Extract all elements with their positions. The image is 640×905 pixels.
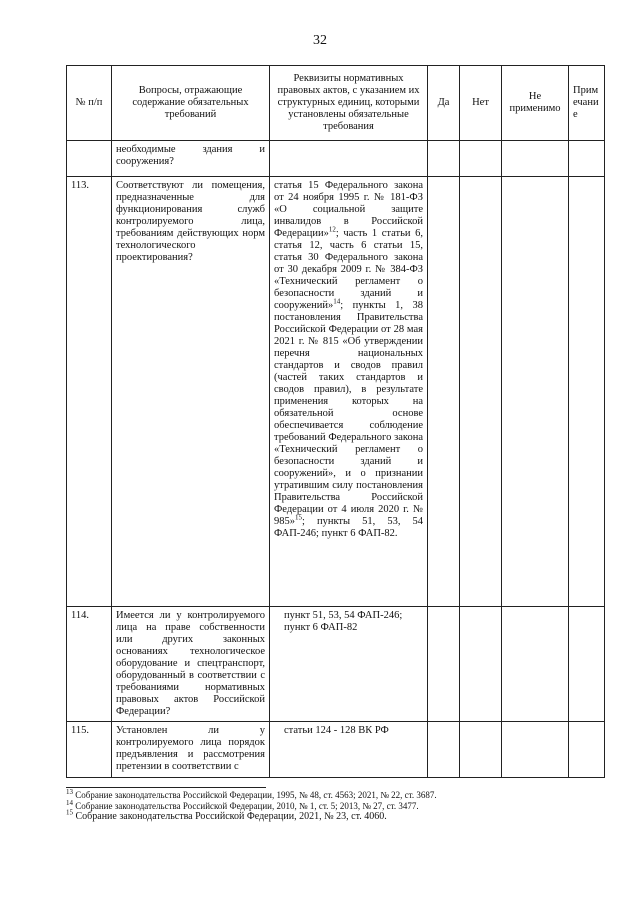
- row-na-cell[interactable]: [502, 177, 569, 607]
- table-header-row: [67, 66, 605, 141]
- row-requisites: пункт 51, 53, 54 ФАП-246; пункт 6 ФАП-82: [270, 607, 428, 722]
- row-yes-cell[interactable]: [428, 607, 460, 722]
- row-na-cell[interactable]: [502, 141, 569, 177]
- table-row: [67, 141, 605, 177]
- row-no-cell[interactable]: [460, 177, 502, 607]
- footnote-text: Собрание законодательства Российской Федерации, 2021, № 23, ст. 4060.: [75, 811, 387, 822]
- row-no-cell[interactable]: [460, 722, 502, 778]
- row-yes-cell[interactable]: [428, 722, 460, 778]
- table-row: [67, 722, 605, 778]
- row-requisites: [270, 141, 428, 177]
- row-note-cell[interactable]: [569, 177, 605, 607]
- row-num: 115.: [67, 722, 112, 778]
- row-note-cell[interactable]: [569, 722, 605, 778]
- row-na-cell[interactable]: [502, 607, 569, 722]
- requirements-table: [66, 65, 605, 778]
- footnote-mark: 13: [66, 788, 73, 796]
- header-question: Вопросы, отражающие содержание обязательных требований: [112, 66, 270, 141]
- page-number: 32: [313, 33, 327, 48]
- footnote-mark: 15: [66, 808, 73, 817]
- footnote: [66, 808, 586, 822]
- row-num: 114.: [67, 607, 112, 722]
- row-question: Соответствуют ли помещения, предназначенные для функционирования служб контролируемого лица, требованиям действующих норм технологического проектирования?: [112, 177, 270, 607]
- footnote: [66, 801, 586, 811]
- row-note-cell[interactable]: [569, 141, 605, 177]
- table-row: [67, 607, 605, 722]
- requisites-part-3: ; пункты 1, 38 постановления Правительства Российской Федерации от 28 мая 2021 г. № 815 «Об утверждении перечня национальных стандартов и сводов правил (частей таких стандартов и сводов правил), в результате применения которых на обязательной основе обеспечивается соблюдение требований Федерального закона «Технический регламент о безопасности зданий и сооружений», и о признании утратившим силу постановления Правительства Российской Федерации от 4 июля 2020 г. № 985»: [274, 300, 423, 527]
- footnote-ref: 15: [295, 513, 302, 522]
- row-requisites: [270, 177, 428, 607]
- footnote-text: Собрание законодательства Российской Федерации, 1995, № 48, ст. 4563; 2021, № 22, ст. 3687.: [75, 790, 437, 800]
- header-not-applicable: Не применимо: [502, 66, 569, 141]
- header-yes: Да: [428, 66, 460, 141]
- requisites-part-2: ; часть 1 статьи 6, статья 12, часть 6 статьи 15, статья 30 Федерального закона от 30 декабря 2009 г. № 384-ФЗ «Технический регламент о безопасности зданий и сооружений»: [274, 228, 423, 311]
- row-na-cell[interactable]: [502, 722, 569, 778]
- footnote-mark: 14: [66, 799, 73, 807]
- row-num: 113.: [67, 177, 112, 607]
- footnote: [66, 790, 586, 800]
- row-question: Имеется ли у контролируемого лица на праве собственности или других законных основаниях технологическое оборудование и спецтранспорт, оборудованный в соответствии с требованиями нормативных правовых актов Российской Федерации?: [112, 607, 270, 722]
- header-num: № п/п: [67, 66, 112, 141]
- footnote-ref: 12: [328, 225, 336, 234]
- row-question: Установлен ли у контролируемого лица порядок предъявления и рассмотрения претензии в соответствии с: [112, 722, 270, 778]
- requisites-part-4: ; пункты 51, 53, 54 ФАП-246; пункт 6 ФАП-82.: [274, 516, 423, 539]
- row-no-cell[interactable]: [460, 607, 502, 722]
- row-requisites: статьи 124 - 128 ВК РФ: [270, 722, 428, 778]
- header-requisites: Реквизиты нормативных правовых актов, с указанием их структурных единиц, которыми установлены обязательные требования: [270, 66, 428, 141]
- footnotes: [66, 790, 586, 823]
- footnote-divider: [66, 787, 266, 788]
- row-yes-cell[interactable]: [428, 177, 460, 607]
- row-num: [67, 141, 112, 177]
- header-no: Нет: [460, 66, 502, 141]
- footnote-text: Собрание законодательства Российской Федерации, 2010, № 1, ст. 5; 2013, № 27, ст. 3477.: [75, 801, 419, 811]
- requisites-part-1: статья 15 Федерального закона от 24 ноября 1995 г. № 181-ФЗ «О социальной защите инвалидов в Российской Федерации»: [274, 180, 423, 239]
- row-yes-cell[interactable]: [428, 141, 460, 177]
- row-question: необходимые здания и сооружения?: [112, 141, 270, 177]
- row-no-cell[interactable]: [460, 141, 502, 177]
- row-note-cell[interactable]: [569, 607, 605, 722]
- table-row: [67, 177, 605, 607]
- header-note: Примечание: [569, 66, 605, 141]
- footnote-ref: 14: [333, 297, 341, 306]
